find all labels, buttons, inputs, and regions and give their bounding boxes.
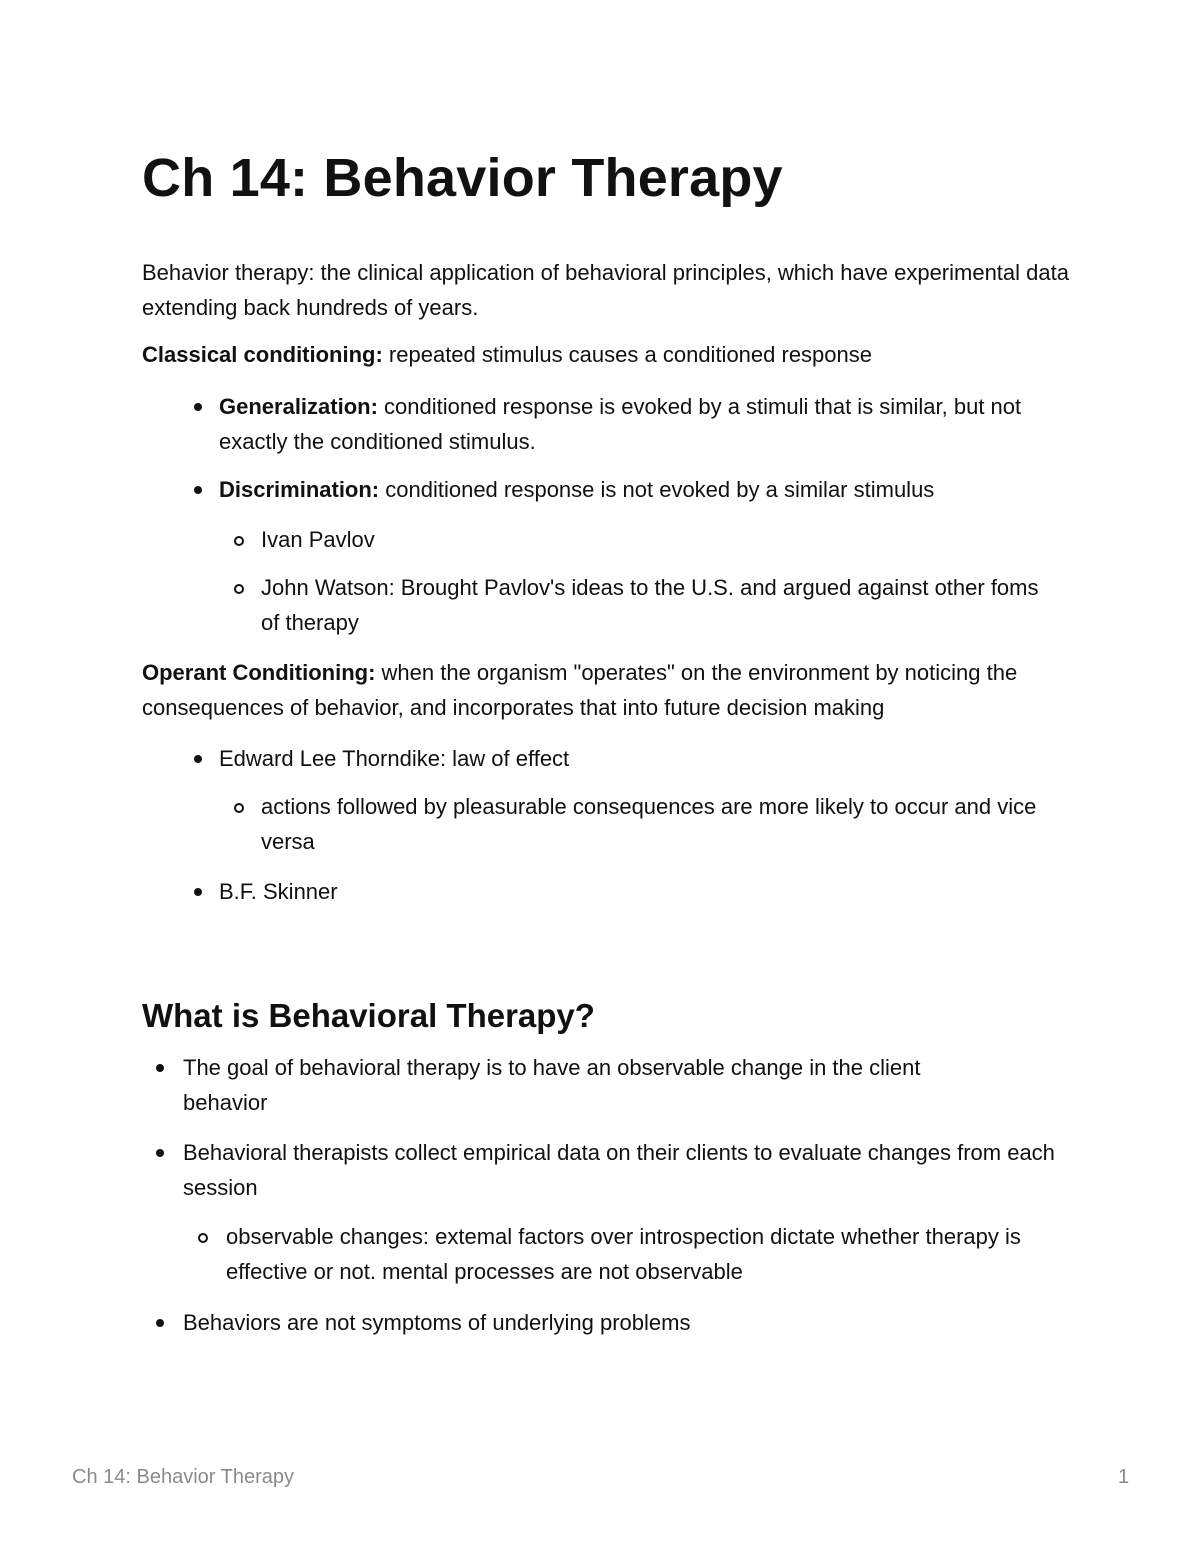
- intro-paragraph: Behavior therapy: the clinical application of behavioral principles, which have experimental data extending back hundreds of years.: [142, 260, 1069, 320]
- discrimination-label: Discrimination:: [219, 477, 380, 502]
- operant-conditioning-text: when the organism "operates" on the environment by noticing the consequences of behavior, and incorporates that into future decision making: [142, 660, 1018, 720]
- list-item-discrimination: [219, 472, 1059, 507]
- operant-conditioning-label: Operant Conditioning:: [142, 660, 376, 685]
- list-item-law-of-effect-detail: actions followed by pleasurable consequences are more likely to occur and vice versa: [261, 794, 1037, 854]
- operant-conditioning-paragraph: [142, 655, 1072, 725]
- bullet-disc-icon: [156, 1064, 164, 1072]
- bullet-circle-icon: [234, 803, 244, 813]
- list-item-skinner: B.F. Skinner: [219, 879, 338, 904]
- bullet-disc-icon: [156, 1319, 164, 1327]
- bullet-disc-icon: [194, 755, 202, 763]
- footer-title: Ch 14: Behavior Therapy: [72, 1466, 294, 1488]
- list-item-empirical-data: Behavioral therapists collect empirical data on their clients to evaluate changes from each session: [183, 1140, 1055, 1200]
- classical-conditioning-label: Classical conditioning:: [142, 342, 383, 367]
- generalization-label: Generalization:: [219, 394, 378, 419]
- bullet-disc-icon: [194, 486, 202, 494]
- page-title: Ch 14: Behavior Therapy: [142, 148, 783, 208]
- classical-conditioning-text: repeated stimulus causes a conditioned response: [382, 342, 873, 367]
- bullet-disc-icon: [194, 888, 202, 896]
- list-item-observable-changes: observable changes: extemal factors over introspection dictate whether therapy is effective or not. mental processes are not observable: [226, 1224, 1021, 1284]
- footer-page-number: 1: [1118, 1466, 1130, 1488]
- list-item-generalization: [219, 389, 1059, 459]
- bullet-disc-icon: [156, 1149, 164, 1157]
- bullet-disc-icon: [194, 403, 202, 411]
- list-item-not-symptoms: Behaviors are not symptoms of underlying problems: [183, 1310, 691, 1335]
- list-item-john-watson: John Watson: Brought Pavlov's ideas to the U.S. and argued against other foms of therapy: [261, 575, 1039, 635]
- classical-conditioning-paragraph: [142, 337, 1072, 372]
- list-item-ivan-pavlov: Ivan Pavlov: [261, 527, 375, 552]
- bullet-circle-icon: [234, 584, 244, 594]
- bullet-circle-icon: [234, 536, 244, 546]
- list-item-goal: The goal of behavioral therapy is to have an observable change in the client behavior: [183, 1055, 921, 1115]
- bullet-circle-icon: [198, 1233, 208, 1243]
- list-item-thorndike: Edward Lee Thorndike: law of effect: [219, 746, 570, 771]
- generalization-text: conditioned response is evoked by a stimuli that is similar, but not exactly the conditioned stimulus.: [219, 394, 1022, 454]
- discrimination-text: conditioned response is not evoked by a similar stimulus: [379, 477, 935, 502]
- section-heading: What is Behavioral Therapy?: [142, 997, 595, 1034]
